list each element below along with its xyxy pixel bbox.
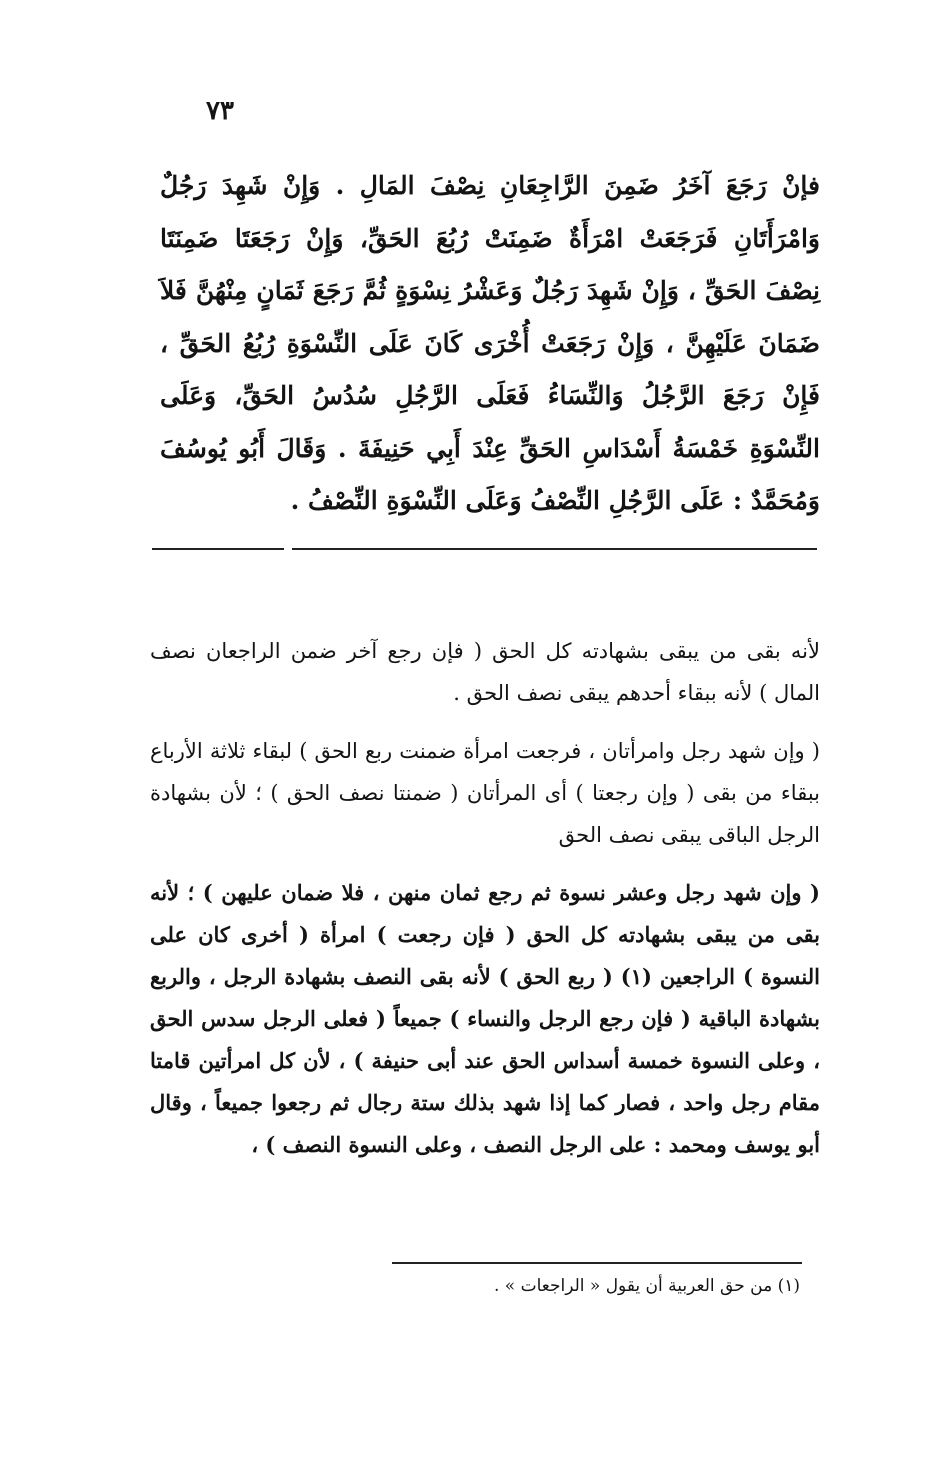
main-text-paragraph: فإنْ رَجَعَ آخَرُ ضَمِنَ الرَّاجِعَانِ نِصْفَ المَالِ . وَإِنْ شَهِدَ رَجُلٌ وَامْرَأَتَانِ فَرَجَعَتْ امْرَأَةٌ ضَمِنَتْ رُبُعَ الحَقِّ، وَإِنْ رَجَعَتَا ضَمِنَتَا نِصْفَ الحَقِّ ، وَإِنْ شَهِدَ رَجُلٌ وَعَشْرُ نِسْوَةٍ ثُمَّ رَجَعَ ثَمَانٍ مِنْهُنَّ فَلاَ ضَمَانَ عَلَيْهِنَّ ، وَإِنْ رَجَعَتْ أُخْرَى كَانَ عَلَى النِّسْوَةِ رُبُعُ الحَقِّ ، فَإِنْ رَجَعَ الرَّجُلُ وَالنِّسَاءُ فَعَلَى الرَّجُلِ سُدُسُ الحَقِّ، وَعَلَى النِّسْوَةِ خَمْسَةُ أَسْدَاسِ الحَقِّ عِنْدَ أَبِي حَنِيفَةَ . وَقَالَ أَبُو يُوسُفَ وَمُحَمَّدٌ : عَلَى الرَّجُلِ النِّصْفُ وَعَلَى النِّسْوَةِ النِّصْفُ . [160,171,820,515]
footnote: (١) من حق العربية أن يقول « الراجعات » . [493,1276,800,1296]
page-number: ٧٣ [206,96,234,126]
commentary-paragraph-1: لأنه بقى من يبقى بشهادته كل الحق ( فإن رجع آخر ضمن الراجعان نصف المال ) لأنه ببقاء أحدهم يبقى نصف الحق . [150,639,820,705]
main-text-block [160,160,820,528]
commentary-block [150,630,820,1182]
commentary-paragraph-3: ( وإن شهد رجل وعشر نسوة ثم رجع ثمان منهن ، فلا ضمان عليهن ) ؛ لأنه بقى من يبقى بشهادته كل الحق ( فإن رجعت ) امرأة ( أخرى كان على النسوة ) الراجعين (١) ( ربع الحق ) لأنه بقى النصف بشهادة الرجل ، والربع بشهادة الباقية ( فإن رجع الرجل والنساء ) جميعاً ( فعلى الرجل سدس الحق ، وعلى النسوة خمسة أسداس الحق عند أبى حنيفة ) ، لأن كل امرأتين قامتا مقام رجل واحد ، فصار كما إذا شهد بذلك ستة رجال ثم رجعوا جميعاً ، وقال أبو يوسف ومحمد : على الرجل النصف ، وعلى النسوة النصف ) ، [150,880,820,1157]
section-divider-right [292,548,817,550]
section-divider-left [152,548,284,550]
footnote-divider [392,1262,802,1264]
commentary-paragraph-2: ( وإن شهد رجل وامرأتان ، فرجعت امرأة ضمنت ربع الحق ) لبقاء ثلاثة الأرباع ببقاء من بقى ( وإن رجعتا ) أى المرأتان ( ضمنتا نصف الحق ) ؛ لأن بشهادة الرجل الباقى يبقى نصف الحق [150,739,820,847]
